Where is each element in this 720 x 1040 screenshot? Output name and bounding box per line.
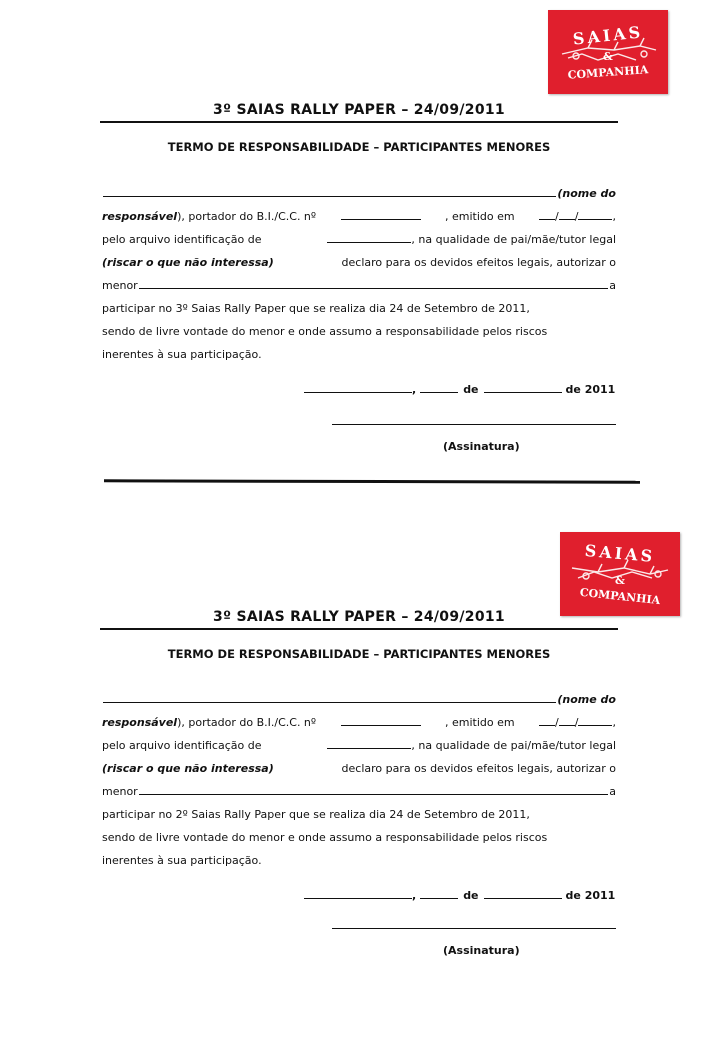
- issue-day-field[interactable]: [539, 207, 555, 220]
- logo-name: SAIAS: [584, 540, 656, 567]
- label-declaro: declaro para os devidos efeitos legais, autorizar o: [341, 256, 616, 269]
- minor-name-field[interactable]: [139, 782, 609, 795]
- date-row: , de de 2011: [304, 380, 616, 396]
- signature-field[interactable]: [332, 928, 616, 929]
- signature-field[interactable]: [332, 424, 616, 425]
- label-year: de 2011: [565, 889, 616, 902]
- label-arquivo: pelo arquivo identificação de: [102, 233, 262, 246]
- label-de: de: [463, 383, 479, 396]
- day-field[interactable]: [420, 380, 458, 393]
- logo-company: COMPANHIA: [567, 63, 649, 82]
- form-title: 3º SAIAS RALLY PAPER – 24/09/2011: [213, 102, 505, 118]
- id-number-field[interactable]: [341, 713, 421, 726]
- line-3: [102, 228, 616, 251]
- guardian-name-field[interactable]: [103, 690, 556, 703]
- line-1: [102, 688, 616, 711]
- label-menor: menor: [102, 279, 138, 292]
- line-2: responsável), portador do B.I./C.C. nº , emitido em / / ,: [102, 205, 616, 228]
- title-rule: [100, 628, 618, 630]
- label-arquivo: pelo arquivo identificação de: [102, 739, 262, 752]
- signature-label: (Assinatura): [443, 944, 520, 957]
- logo-ampersand: &: [615, 574, 625, 587]
- line-1: [102, 182, 616, 205]
- label-nome-do: (nome do: [557, 187, 616, 200]
- form-body: [102, 182, 616, 366]
- line-8: inerentes à sua participação.: [102, 854, 262, 867]
- issue-month-field[interactable]: [559, 207, 575, 220]
- form-subtitle: TERMO DE RESPONSABILIDADE – PARTICIPANTES MENORES: [167, 140, 551, 154]
- label-riscar: (riscar o que não interessa): [102, 762, 274, 775]
- line-2: responsável), portador do B.I./C.C. nº , emitido em / / ,: [102, 711, 616, 734]
- month-field[interactable]: [484, 886, 562, 899]
- id-number-field[interactable]: [341, 207, 421, 220]
- label-de: de: [463, 889, 479, 902]
- archive-field[interactable]: [327, 736, 411, 749]
- line-7: sendo de livre vontade do menor e onde assumo a responsabilidade pelos riscos: [102, 831, 548, 844]
- guardian-name-field[interactable]: [103, 184, 556, 197]
- saias-companhia-logo: [548, 10, 668, 94]
- line-6: participar no 3º Saias Rally Paper que se realiza dia 24 de Setembro de 2011,: [102, 302, 530, 315]
- month-field[interactable]: [484, 380, 562, 393]
- issue-day-field[interactable]: [539, 713, 555, 726]
- logo-ampersand: &: [603, 50, 613, 63]
- label-declaro: declaro para os devidos efeitos legais, autorizar o: [341, 762, 616, 775]
- form-body: [102, 688, 616, 872]
- line-7: sendo de livre vontade do menor e onde assumo a responsabilidade pelos riscos: [102, 325, 548, 338]
- signature-label: (Assinatura): [443, 440, 520, 453]
- line-3: [102, 734, 616, 757]
- place-field[interactable]: [304, 380, 412, 393]
- label-emitido: , emitido em: [445, 716, 515, 729]
- day-field[interactable]: [420, 886, 458, 899]
- label-year: de 2011: [565, 383, 616, 396]
- label-a: a: [609, 279, 616, 292]
- line-5: [102, 780, 616, 803]
- label-riscar: (riscar o que não interessa): [102, 256, 274, 269]
- issue-year-field[interactable]: [578, 713, 612, 726]
- form-subtitle: TERMO DE RESPONSABILIDADE – PARTICIPANTES MENORES: [167, 647, 551, 661]
- place-field[interactable]: [304, 886, 412, 899]
- title-rule: [100, 121, 618, 123]
- cut-line-divider: [104, 479, 640, 483]
- line-6: participar no 2º Saias Rally Paper que se realiza dia 24 de Setembro de 2011,: [102, 808, 530, 821]
- line-4: [102, 757, 616, 780]
- label-qualidade: , na qualidade de pai/mãe/tutor legal: [411, 233, 616, 246]
- label-portador: ), portador do B.I./C.C. nº: [177, 210, 317, 223]
- logo-name: SAIAS: [571, 22, 645, 49]
- label-responsavel: responsável: [102, 716, 178, 729]
- saias-companhia-logo: [560, 532, 680, 616]
- minor-name-field[interactable]: [139, 276, 609, 289]
- issue-year-field[interactable]: [578, 207, 612, 220]
- line-5: [102, 274, 616, 297]
- label-emitido: , emitido em: [445, 210, 515, 223]
- issue-month-field[interactable]: [559, 713, 575, 726]
- archive-field[interactable]: [327, 230, 411, 243]
- label-menor: menor: [102, 785, 138, 798]
- label-portador: ), portador do B.I./C.C. nº: [177, 716, 317, 729]
- date-row: , de de 2011: [304, 886, 616, 902]
- label-qualidade: , na qualidade de pai/mãe/tutor legal: [411, 739, 616, 752]
- label-nome-do: (nome do: [557, 693, 616, 706]
- line-8: inerentes à sua participação.: [102, 348, 262, 361]
- form-title: 3º SAIAS RALLY PAPER – 24/09/2011: [213, 609, 505, 625]
- line-4: [102, 251, 616, 274]
- label-a: a: [609, 785, 616, 798]
- label-responsavel: responsável: [102, 210, 178, 223]
- logo-company: COMPANHIA: [579, 585, 661, 608]
